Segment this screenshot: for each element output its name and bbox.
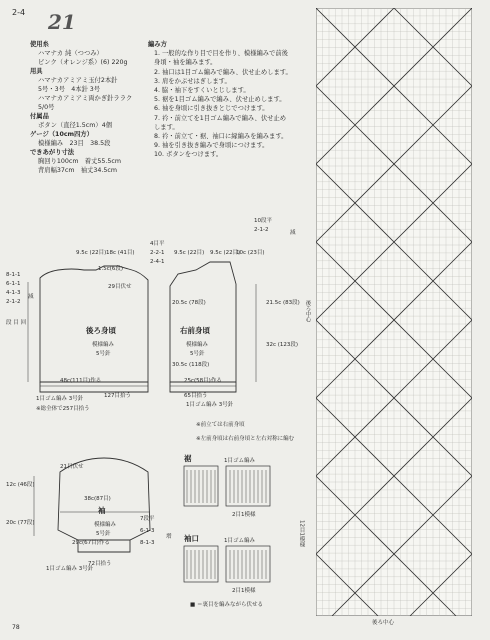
- back-piece-title: 後ろ身頃: [86, 326, 116, 335]
- front-side-rows: 21.5c (83段): [266, 300, 300, 306]
- back-rib-label: 1目ゴム編み 3号針: [36, 396, 84, 402]
- cuff-swatch-a: [184, 546, 218, 582]
- rows-g: 2-1-2: [6, 299, 21, 305]
- rows-b: 2-4-1: [150, 259, 165, 265]
- cuff-swatch-b: [226, 546, 270, 582]
- sleeve-rib-label: 1目ゴム編み 3号針: [46, 566, 94, 572]
- back-width: 48c(111目)作る: [60, 378, 102, 384]
- cuff-title: 袖口: [184, 534, 199, 543]
- page-header: 2-4: [12, 8, 26, 17]
- sleeve-piece-needle: 5号針: [96, 531, 111, 537]
- step-2: 2. 袖口は1目ゴム編みで編み、伏せ止めします。: [154, 68, 292, 76]
- inc-mark: 増: [166, 534, 172, 540]
- hem-rib-label: 1目ゴム編み: [224, 458, 255, 464]
- step-7: 7. 衿・前立てを1目ゴム編みで編み、伏せ止め: [154, 114, 287, 122]
- step-3: 3. 肩をかぶせはぎします。: [154, 77, 231, 85]
- hem-title: 裾: [184, 454, 192, 463]
- rows-e: 6-1-1: [6, 281, 21, 287]
- rows-c: 2-1-2: [254, 227, 269, 233]
- step-8: 8. 衿・前立て・裾、袖口に縁編みを編みます。: [154, 133, 288, 141]
- front-width: 25c(58目)作る: [184, 378, 222, 384]
- hem-swatch-b: [226, 466, 270, 506]
- sleeve-width: 38c(87目): [84, 496, 111, 502]
- yarn-heading: 使用糸: [30, 41, 49, 48]
- step-4: 4. 脇・袖下をすくいとじします。: [154, 87, 250, 95]
- cuff-rib-label: 1目ゴム編み: [224, 538, 255, 544]
- rows-f: 4-1-3: [6, 290, 21, 296]
- sleeve-top-bindoff: 21目伏せ: [60, 464, 84, 470]
- sleeve-piece-title: 袖: [98, 506, 106, 515]
- rows-d: 8-1-1: [6, 272, 21, 278]
- step-6: 6. 袖を身頃に引き抜きとじでつけます。: [154, 105, 269, 113]
- yarn-line-2: ビンク（オレンジ系）(6) 220g: [38, 59, 128, 66]
- step-7-cont: します。: [154, 123, 179, 131]
- size-heading: できあがり寸法: [30, 149, 75, 156]
- page-number: 78: [12, 624, 20, 631]
- neck-flat-rows: 4目平: [150, 241, 165, 247]
- back-top-mid: 18c (41目): [106, 250, 135, 256]
- front-piece-title: 右前身頃: [180, 326, 210, 335]
- step-1-cont: 身頃・袖を編みます。: [154, 59, 217, 67]
- size-line-1: 胸回り100cm 着丈55.5cm: [38, 158, 122, 165]
- rows-h: 6-1-3: [140, 528, 155, 534]
- yarn-line-1: ハマナカ 純（つつみ）: [38, 50, 103, 57]
- front-rib-label: 1目ゴム編み 3号針: [186, 402, 234, 408]
- back-piece-needle: 5号針: [96, 351, 111, 357]
- chart-bottom-label: 後ろ中心: [372, 620, 395, 626]
- stitch-chart: [316, 8, 472, 616]
- step-5: 5. 裾を1目ゴム編みで編み、伏せ止めします。: [154, 96, 286, 104]
- steps-heading: 編み方: [148, 41, 167, 48]
- back-top-left: 9.5c (22目): [76, 250, 107, 256]
- cuff-repeat: 2目1模様: [232, 588, 256, 594]
- chart-center-label: 後ろ中心: [304, 300, 311, 322]
- accessory-line: ボタン（直径1.5cm）4個: [38, 122, 112, 129]
- gauge-heading: ゲージ（10cm四方）: [30, 131, 94, 138]
- left-front-note: ※左前身頃は右前身頃と左右対称に編む: [196, 436, 295, 442]
- sleeve-cast-on: 29c(67目)作る: [72, 540, 110, 546]
- sleeve-piece-stitch: 模様編み: [94, 522, 117, 528]
- hem-pick-note: ※総全体で257目拾う: [36, 406, 90, 412]
- back-pick-rows: 127目拾う: [104, 393, 131, 399]
- tools-line-3: ハマナカアミアミ両かぎ針ララク: [38, 95, 133, 102]
- sleeve-flat-rows: 7段平: [140, 516, 155, 522]
- back-side-rows: 32c (123段): [266, 342, 299, 348]
- tools-heading: 用具: [30, 68, 43, 75]
- hem-swatch-a: [184, 466, 218, 506]
- step-10: 10. ボタンをつけます。: [154, 151, 223, 159]
- tools-line-1: ハマナカアミアミ玉付2本針: [38, 77, 118, 84]
- step-1: 1. 一般的な作り目で目を作り、模様編みで前後: [154, 50, 288, 58]
- dec-mark-right: 減: [290, 230, 296, 236]
- front-band-note: ※前立ては右前身頃: [196, 422, 245, 428]
- back-top-right: 9.5c (22目): [174, 250, 205, 256]
- back-neck-rows: 1.5c(6段): [98, 266, 124, 272]
- sleeve-length-rows: 20c (77段): [6, 520, 35, 526]
- rows-j: 10段平: [254, 218, 272, 224]
- front-piece-stitch: 模様編み: [186, 342, 209, 348]
- instructions-section: [148, 40, 308, 160]
- rows-i: 8-1-3: [140, 540, 155, 546]
- front-top-width-2: 9.5c (22目): [210, 250, 241, 256]
- front-height-rows: 30.5c (118段): [172, 362, 210, 368]
- sleeve-cap-rows: 12c (46段): [6, 482, 35, 488]
- back-piece-stitch: 模様編み: [92, 342, 115, 348]
- step-9: 9. 袖を引き抜き編みで身頃につけます。: [154, 142, 269, 150]
- accessory-heading: 付属品: [30, 113, 49, 120]
- front-armhole-rows: 20.5c (78段): [172, 300, 206, 306]
- dec-mark-left: 減: [28, 294, 34, 300]
- rows-mark: 段 目 回: [6, 320, 26, 326]
- symbol-legend: ■ ＝裏目を編みながら伏せる: [190, 602, 263, 608]
- chart-repeat-label: 12目1模様: [298, 520, 305, 547]
- size-line-2: 背肩幅37cm 袖丈34.5cm: [38, 167, 118, 174]
- sleeve-cuff-pickup: 72目拾う: [88, 561, 112, 567]
- materials-section: [30, 40, 155, 175]
- tools-line-2: 5号・3号 4本針 3号: [38, 86, 101, 93]
- front-pickup: 65目拾う: [184, 393, 208, 399]
- front-top-width: 10c (23目): [236, 250, 265, 256]
- gauge-line: 模様編み 23目 38.5段: [38, 140, 111, 147]
- tools-line-4: 5/0号: [38, 104, 55, 111]
- back-shoulder-bindoff: 29目伏せ: [108, 284, 132, 290]
- front-piece-needle: 5号針: [190, 351, 205, 357]
- rows-a: 2-2-1: [150, 250, 165, 256]
- hem-repeat: 2目1模様: [232, 512, 256, 518]
- pattern-number: 21: [48, 10, 76, 34]
